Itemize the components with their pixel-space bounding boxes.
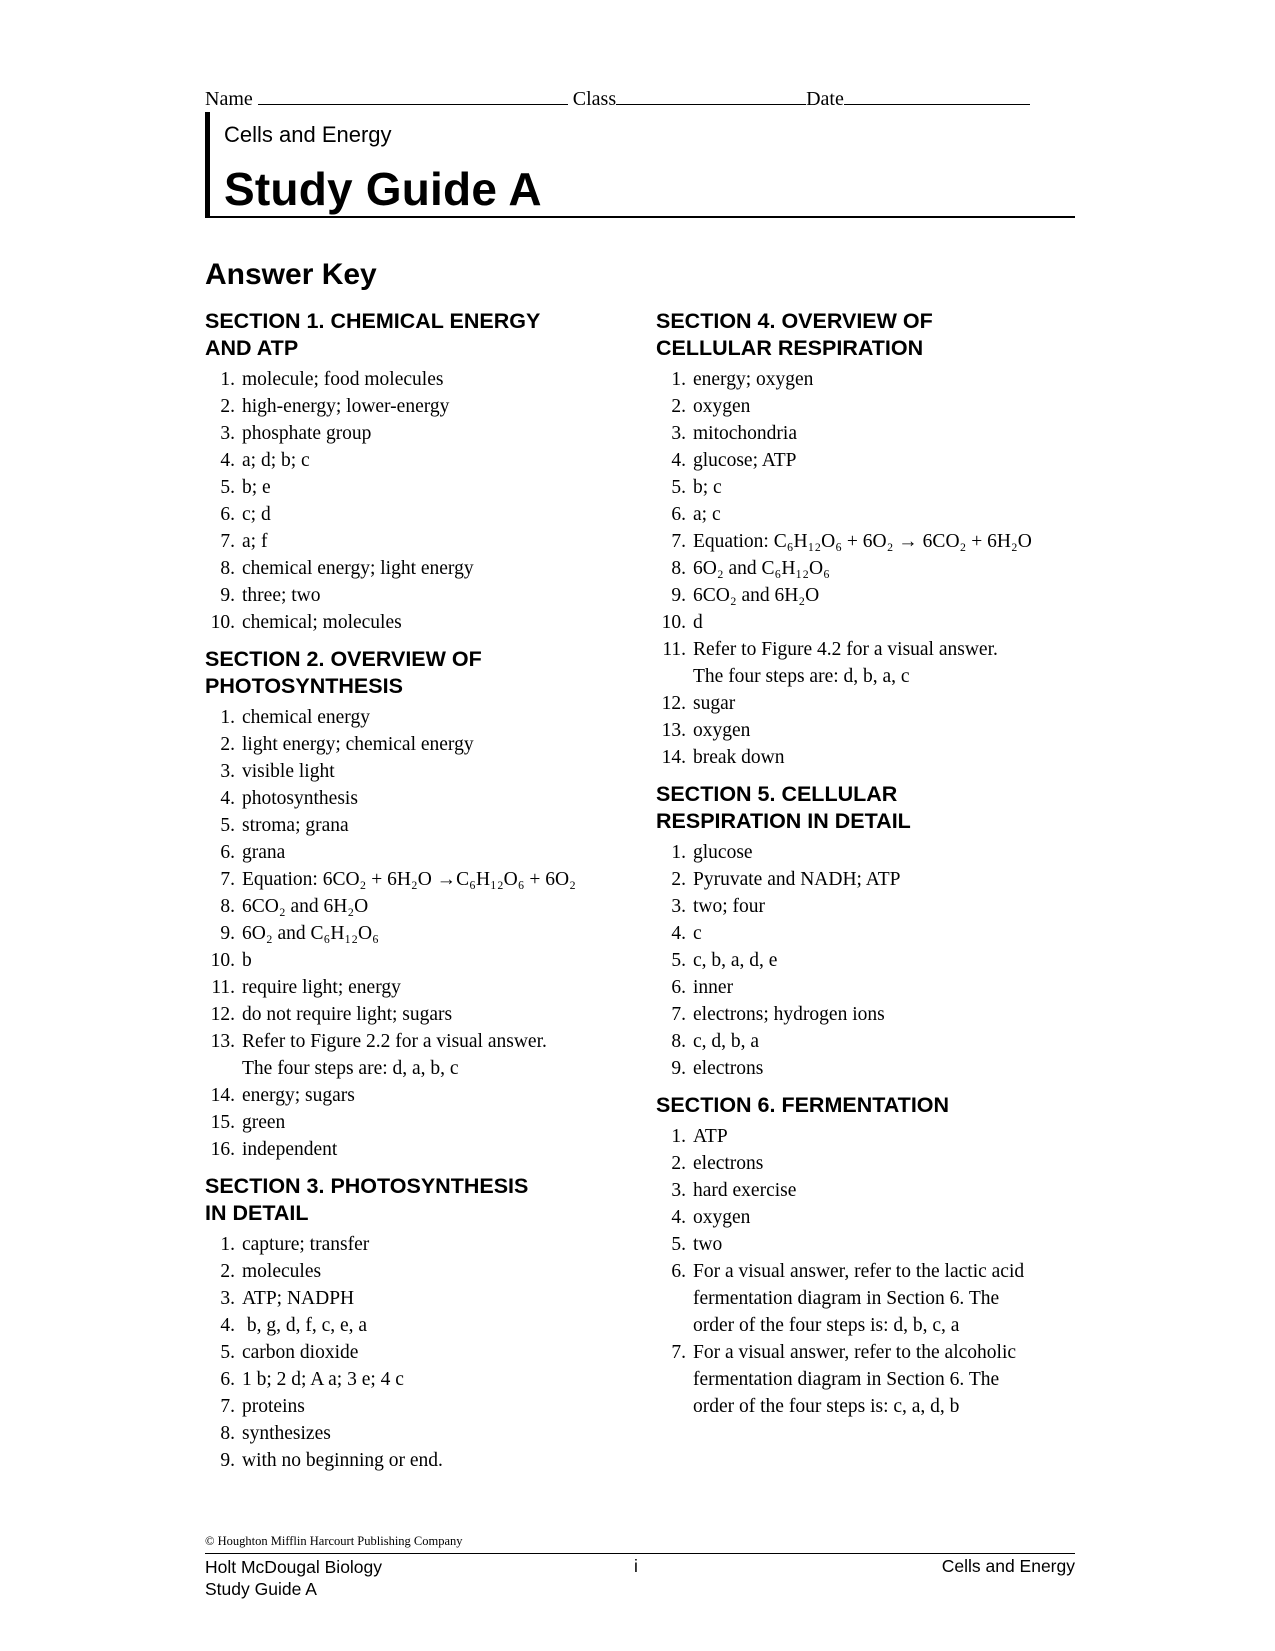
answer-text: photosynthesis [242, 788, 358, 809]
answer-text: high-energy; lower-energy [242, 396, 450, 417]
answer-key-title: Answer Key [205, 258, 377, 291]
answer-item [205, 1028, 635, 1082]
section-heading-line: IN DETAIL [205, 1201, 309, 1225]
answer-text: electrons; hydrogen ions [693, 1004, 885, 1025]
answer-text: do not require light; sugars [242, 1004, 453, 1025]
answer-item [205, 528, 635, 555]
answer-text: chemical; molecules [242, 612, 402, 633]
answer-item [656, 1001, 1086, 1028]
answer-number: 4. [220, 450, 235, 471]
answer-text: fermentation diagram in Section 6. The [693, 1369, 1000, 1390]
answer-item [205, 758, 635, 785]
answer-number: 4. [671, 923, 686, 944]
right-column [656, 308, 1086, 1430]
class-blank[interactable] [616, 86, 806, 105]
answer-number: 11. [211, 977, 235, 998]
answer-number: 5. [220, 815, 235, 836]
answer-text: b; c [693, 477, 722, 498]
answer-number: 3. [671, 1180, 686, 1201]
answer-text: 6O₂ and C₆H₁₂O₆ [693, 558, 830, 579]
answer-item [205, 1285, 635, 1312]
answer-item [656, 393, 1086, 420]
answer-text: c [693, 923, 702, 944]
answer-section [656, 781, 1086, 1082]
answer-text: a; d; b; c [242, 450, 310, 471]
answer-item [205, 947, 635, 974]
answer-text: proteins [242, 1396, 305, 1417]
page-number: i [634, 1556, 638, 1576]
answer-item [205, 366, 635, 393]
answer-item [656, 1339, 1086, 1420]
guide-title: Study Guide A [224, 163, 542, 215]
answer-number: 4. [220, 1315, 235, 1336]
answer-item [656, 1028, 1086, 1055]
answer-number: 1. [220, 707, 235, 728]
answer-text: 6CO₂ and 6H₂O [693, 585, 820, 606]
answer-item [656, 474, 1086, 501]
answer-number: 6. [671, 977, 686, 998]
answer-section [656, 1092, 1086, 1420]
answer-item [205, 1339, 635, 1366]
answer-text: two; four [693, 896, 766, 917]
answer-text: stroma; grana [242, 815, 349, 836]
class-label: Class [572, 88, 617, 110]
answer-text: c, b, a, d, e [693, 950, 778, 971]
date-blank[interactable] [844, 86, 1030, 105]
answer-item [205, 704, 635, 731]
answer-item [205, 447, 635, 474]
answer-text: chemical energy; light energy [242, 558, 474, 579]
answer-text: visible light [242, 761, 335, 782]
answer-text: inner [693, 977, 734, 998]
answer-text: three; two [242, 585, 321, 606]
answer-number: 14. [661, 747, 686, 768]
answer-item [656, 920, 1086, 947]
answer-text: a; c [693, 504, 721, 525]
answer-number: 14. [210, 1085, 235, 1106]
answer-item [205, 474, 635, 501]
answer-item [656, 501, 1086, 528]
answer-number: 3. [220, 761, 235, 782]
answer-item [205, 420, 635, 447]
answer-text: carbon dioxide [242, 1342, 359, 1363]
answer-number: 2. [220, 1261, 235, 1282]
section-heading [656, 308, 1086, 362]
answer-text: Pyruvate and NADH; ATP [693, 869, 901, 890]
answer-item [656, 866, 1086, 893]
answer-number: 8. [671, 558, 686, 579]
answer-text: chemical energy [242, 707, 370, 728]
answer-number: 3. [671, 423, 686, 444]
answer-item [205, 582, 635, 609]
answer-number: 4. [220, 788, 235, 809]
answer-number: 8. [671, 1031, 686, 1052]
answer-number: 12. [661, 693, 686, 714]
answer-section [205, 646, 635, 1163]
answer-number: 4. [671, 450, 686, 471]
section-heading-line: AND ATP [205, 336, 299, 360]
answer-number: 6. [671, 1261, 686, 1282]
answer-text: d [693, 612, 703, 633]
answer-number: 13. [661, 720, 686, 741]
answer-section [205, 308, 635, 636]
answer-text: 6O₂ and C₆H₁₂O₆ [242, 923, 379, 944]
answer-item [205, 1001, 635, 1028]
answer-number: 7. [220, 1396, 235, 1417]
answer-item [205, 1312, 635, 1339]
section-heading-line: SECTION 1. CHEMICAL ENERGY [205, 309, 541, 333]
answer-text: The four steps are: d, b, a, c [693, 666, 910, 687]
answer-text: with no beginning or end. [242, 1450, 443, 1471]
answer-text: 1 b; 2 d; A a; 3 e; 4 c [242, 1369, 404, 1390]
answer-number: 7. [220, 531, 235, 552]
answer-text: c, d, b, a [693, 1031, 760, 1052]
answer-number: 16. [210, 1139, 235, 1160]
answer-number: 1. [671, 369, 686, 390]
answer-text: energy; sugars [242, 1085, 355, 1106]
answer-number: 10. [210, 950, 235, 971]
answer-number: 3. [220, 423, 235, 444]
answer-number: 3. [671, 896, 686, 917]
answer-text: molecule; food molecules [242, 369, 444, 390]
answer-item [205, 501, 635, 528]
footer-book-subtitle: Study Guide A [205, 1579, 317, 1599]
answer-number: 1. [220, 369, 235, 390]
answer-number: 8. [220, 896, 235, 917]
answer-item [656, 893, 1086, 920]
answer-number: 3. [220, 1288, 235, 1309]
answer-item [656, 366, 1086, 393]
section-heading-line: SECTION 6. FERMENTATION [656, 1093, 950, 1117]
answer-text: ATP [693, 1126, 728, 1147]
answer-text: light energy; chemical energy [242, 734, 474, 755]
answer-number: 1. [671, 1126, 686, 1147]
answer-text: For a visual answer, refer to the alcoholic [693, 1342, 1017, 1363]
answer-number: 6. [220, 1369, 235, 1390]
answer-number: 2. [220, 734, 235, 755]
answer-section [205, 1173, 635, 1474]
answer-number: 10. [661, 612, 686, 633]
answer-number: 6. [671, 504, 686, 525]
answer-text: The four steps are: d, a, b, c [242, 1058, 459, 1079]
footer-book-info [205, 1556, 382, 1600]
answer-item [205, 1393, 635, 1420]
answer-text: For a visual answer, refer to the lactic acid [693, 1261, 1025, 1282]
answer-item [656, 1055, 1086, 1082]
answer-text: hard exercise [693, 1180, 797, 1201]
section-heading-line: RESPIRATION IN DETAIL [656, 809, 911, 833]
answer-text: phosphate group [242, 423, 372, 444]
answer-item [205, 1082, 635, 1109]
answer-item [205, 920, 635, 947]
answer-number: 9. [671, 585, 686, 606]
answer-text: energy; oxygen [693, 369, 814, 390]
chapter-title: Cells and Energy [224, 122, 392, 147]
answer-item [656, 636, 1086, 690]
answer-number: 9. [220, 585, 235, 606]
answer-item [656, 420, 1086, 447]
answer-number: 8. [220, 558, 235, 579]
answer-number: 2. [671, 1153, 686, 1174]
answer-number: 9. [671, 1058, 686, 1079]
answer-text: b, g, d, f, c, e, a [242, 1315, 368, 1336]
answer-text: a; f [242, 531, 268, 552]
footer-rule [205, 1553, 1075, 1554]
answer-item [656, 690, 1086, 717]
answer-number: 9. [220, 923, 235, 944]
answer-text: independent [242, 1139, 338, 1160]
section-heading [656, 781, 1086, 835]
answer-text: oxygen [693, 1207, 751, 1228]
answer-text: ATP; NADPH [242, 1288, 355, 1309]
title-block [205, 112, 1075, 218]
answer-number: 5. [220, 1342, 235, 1363]
answer-item [656, 947, 1086, 974]
answer-item [656, 609, 1086, 636]
answer-item [656, 555, 1086, 582]
footer-chapter: Cells and Energy [941, 1556, 1075, 1576]
answer-text: capture; transfer [242, 1234, 370, 1255]
section-heading [205, 308, 635, 362]
answer-text: order of the four steps is: d, b, c, a [693, 1315, 960, 1336]
section-heading [205, 646, 635, 700]
answer-text: break down [693, 747, 785, 768]
answer-text: green [242, 1112, 286, 1133]
section-heading-line: SECTION 2. OVERVIEW OF [205, 647, 482, 671]
answer-number: 1. [220, 1234, 235, 1255]
answer-item [205, 1420, 635, 1447]
answer-number: 5. [671, 1234, 686, 1255]
answer-item [656, 1231, 1086, 1258]
answer-item [205, 1136, 635, 1163]
answer-item [205, 555, 635, 582]
answer-item [656, 528, 1086, 555]
answer-item [205, 974, 635, 1001]
answer-text: sugar [693, 693, 736, 714]
answer-text: mitochondria [693, 423, 797, 444]
answer-text: require light; energy [242, 977, 401, 998]
answer-number: 7. [671, 531, 686, 552]
answer-number: 7. [671, 1342, 686, 1363]
answer-section [656, 308, 1086, 771]
answer-text: c; d [242, 504, 271, 525]
section-heading-line: SECTION 4. OVERVIEW OF [656, 309, 933, 333]
copyright-notice: © Houghton Mifflin Harcourt Publishing Company [205, 1534, 463, 1548]
student-info-line [205, 86, 1075, 111]
answer-item [205, 731, 635, 758]
answer-text: Equation: C₆H₁₂O₆ + 6O₂ → 6CO₂ + 6H₂O [693, 531, 1032, 552]
answer-number: 13. [210, 1031, 235, 1052]
answer-number: 7. [671, 1004, 686, 1025]
answer-item [205, 866, 635, 893]
answer-number: 7. [220, 869, 235, 890]
answer-text: order of the four steps is: c, a, d, b [693, 1396, 960, 1417]
answer-item [205, 1366, 635, 1393]
answer-number: 2. [671, 396, 686, 417]
answer-item [656, 839, 1086, 866]
answer-item [656, 1258, 1086, 1339]
answer-text: two [693, 1234, 723, 1255]
answer-text: 6CO₂ and 6H₂O [242, 896, 369, 917]
answer-item [205, 812, 635, 839]
answer-item [205, 785, 635, 812]
answer-item [205, 609, 635, 636]
answer-item [656, 1123, 1086, 1150]
answer-item [656, 744, 1086, 771]
answer-number: 1. [671, 842, 686, 863]
answer-text: Refer to Figure 4.2 for a visual answer. [693, 639, 998, 660]
section-heading-line: SECTION 3. PHOTOSYNTHESIS [205, 1174, 529, 1198]
section-heading-line: SECTION 5. CELLULAR [656, 782, 898, 806]
answer-item [656, 447, 1086, 474]
answer-text: Equation: 6CO₂ + 6H₂O →C₆H₁₂O₆ + 6O₂ [242, 869, 576, 890]
answer-text: electrons [693, 1058, 764, 1079]
answer-item [205, 839, 635, 866]
answer-text: grana [242, 842, 286, 863]
answer-item [656, 974, 1086, 1001]
answer-number: 10. [210, 612, 235, 633]
answer-number: 6. [220, 504, 235, 525]
answer-text: oxygen [693, 720, 751, 741]
answer-text: glucose; ATP [693, 450, 797, 471]
section-heading [205, 1173, 635, 1227]
answer-number: 2. [220, 396, 235, 417]
answer-number: 4. [671, 1207, 686, 1228]
answer-item [205, 1109, 635, 1136]
answer-item [205, 1258, 635, 1285]
answer-text: molecules [242, 1261, 322, 1282]
answer-number: 15. [210, 1112, 235, 1133]
answer-number: 9. [220, 1450, 235, 1471]
footer-book-title: Holt McDougal Biology [205, 1557, 383, 1577]
answer-number: 12. [210, 1004, 235, 1025]
date-label: Date [806, 88, 844, 110]
answer-item [656, 1177, 1086, 1204]
answer-item [205, 393, 635, 420]
answer-number: 5. [671, 477, 686, 498]
answer-item [205, 1447, 635, 1474]
answer-number: 6. [220, 842, 235, 863]
section-heading-line: PHOTOSYNTHESIS [205, 674, 403, 698]
answer-text: fermentation diagram in Section 6. The [693, 1288, 1000, 1309]
answer-number: 5. [220, 477, 235, 498]
answer-text: oxygen [693, 396, 751, 417]
answer-number: 11. [662, 639, 686, 660]
name-blank[interactable] [258, 86, 568, 105]
answer-text: electrons [693, 1153, 764, 1174]
answer-text: Refer to Figure 2.2 for a visual answer. [242, 1031, 547, 1052]
answer-item [205, 893, 635, 920]
answer-item [656, 717, 1086, 744]
answer-item [656, 1204, 1086, 1231]
answer-item [656, 1150, 1086, 1177]
section-heading [656, 1092, 1086, 1119]
answer-number: 5. [671, 950, 686, 971]
section-heading-line: CELLULAR RESPIRATION [656, 336, 924, 360]
answer-text: b; e [242, 477, 271, 498]
answer-item [656, 582, 1086, 609]
answer-number: 8. [220, 1423, 235, 1444]
answer-text: b [242, 950, 252, 971]
name-label: Name [205, 88, 253, 110]
answer-text: glucose [693, 842, 753, 863]
left-column [205, 308, 635, 1484]
answer-item [205, 1231, 635, 1258]
answer-text: synthesizes [242, 1423, 331, 1444]
answer-number: 2. [671, 869, 686, 890]
